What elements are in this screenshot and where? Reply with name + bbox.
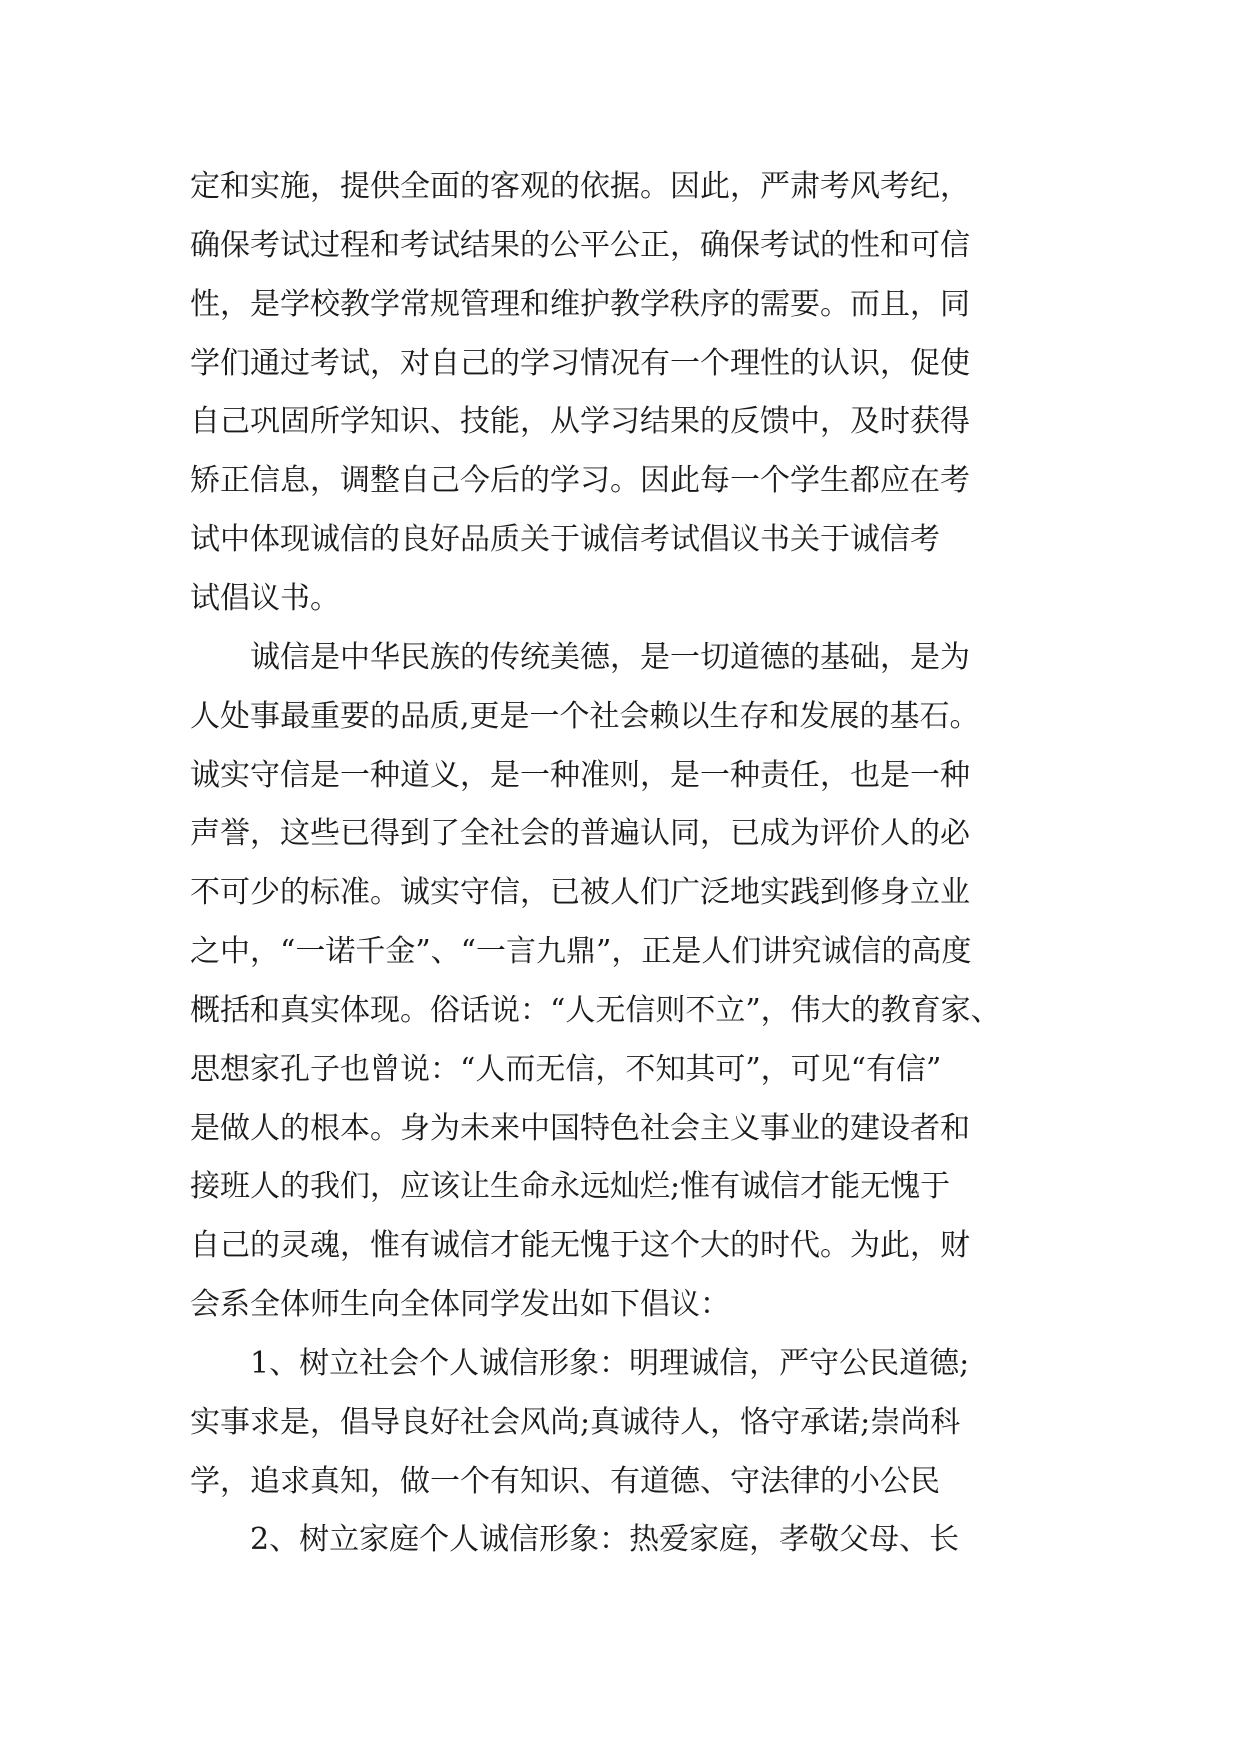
text-line [0,335,1241,393]
text-line [0,982,1241,1040]
text-line-content: 诚实守信是一种道义，是一种准则，是一种责任，也是一种 [190,758,970,793]
text-line [0,452,1241,510]
text-line [0,747,1241,805]
text-line-content: 人处事最重要的品质,更是一个社会赖以生存和发展的基石。 [190,699,980,734]
text-line-content: 不可少的标准。诚实守信，已被人们广泛地实践到修身立业 [190,875,970,910]
text-line [0,923,1241,981]
text-line-content: 诚信是中华民族的传统美德，是一切道德的基础，是为 [250,640,970,675]
text-line-content: 之中，“一诺千金”、“一言九鼎”，正是人们讲究诚信的高度 [190,934,972,969]
text-line-content: 是做人的根本。身为未来中国特色社会主义事业的建设者和 [190,1111,970,1146]
text-line-content: 确保考试过程和考试结果的公平公正，确保考试的性和可信 [190,228,970,263]
paragraph-end-line [0,1453,1241,1511]
paragraph-end-line [0,570,1241,628]
paragraph-end-line [0,1276,1241,1334]
text-line-content: 会系全体师生向全体同学发出如下倡议： [190,1287,730,1322]
text-line-content: 实事求是，倡导良好社会风尚;真诚待人，恪守承诺;崇尚科 [190,1405,961,1440]
text-line [0,805,1241,863]
list-item-first-line [0,1335,1241,1393]
text-line-content: 自己的灵魂，惟有诚信才能无愧于这个大的时代。为此，财 [190,1228,970,1263]
text-line-content: 思想家孔子也曾说：“人而无信，不知其可”，可见“有信” [190,1052,942,1087]
text-line-content: 矫正信息，调整自己今后的学习。因此每一个学生都应在考 [190,463,970,498]
text-line [0,158,1241,216]
text-line-content: 学，追求真知，做一个有知识、有道德、守法律的小公民 [190,1464,940,1499]
text-line [0,511,1241,569]
text-line-content: 声誉，这些已得到了全社会的普遍认同，已成为评价人的必 [190,816,970,851]
text-line [0,1100,1241,1158]
text-line-content: 试中体现诚信的良好品质关于诚信考试倡议书关于诚信考 [190,522,940,557]
text-line-content: 定和实施，提供全面的客观的依据。因此，严肃考风考纪， [190,169,970,204]
text-line [0,864,1241,922]
text-line [0,1158,1241,1216]
text-line-content: 接班人的我们，应该让生命永远灿烂;惟有诚信才能无愧于 [190,1169,951,1204]
text-line-content: 试倡议书。 [190,581,340,616]
text-line [0,276,1241,334]
text-line-content: 学们通过考试，对自己的学习情况有一个理性的认识，促使 [190,346,970,381]
text-line [0,1041,1241,1099]
text-line-content: 1、树立社会个人诚信形象：明理诚信，严守公民道德; [250,1346,970,1381]
text-line [0,1394,1241,1452]
text-line-content: 自己巩固所学知识、技能，从学习结果的反馈中，及时获得 [190,404,970,439]
text-line [0,1217,1241,1275]
text-line-content: 2、树立家庭个人诚信形象：热爱家庭，孝敬父母、长 [250,1522,960,1557]
text-line [0,393,1241,451]
text-line-content: 概括和真实体现。俗话说：“人无信则不立”，伟大的教育家、 [190,993,1001,1028]
text-line-content: 性，是学校教学常规管理和维护教学秩序的需要。而且，同 [190,287,970,322]
list-item-first-line [0,1511,1241,1569]
paragraph-first-line [0,629,1241,687]
text-line [0,688,1241,746]
text-line [0,217,1241,275]
